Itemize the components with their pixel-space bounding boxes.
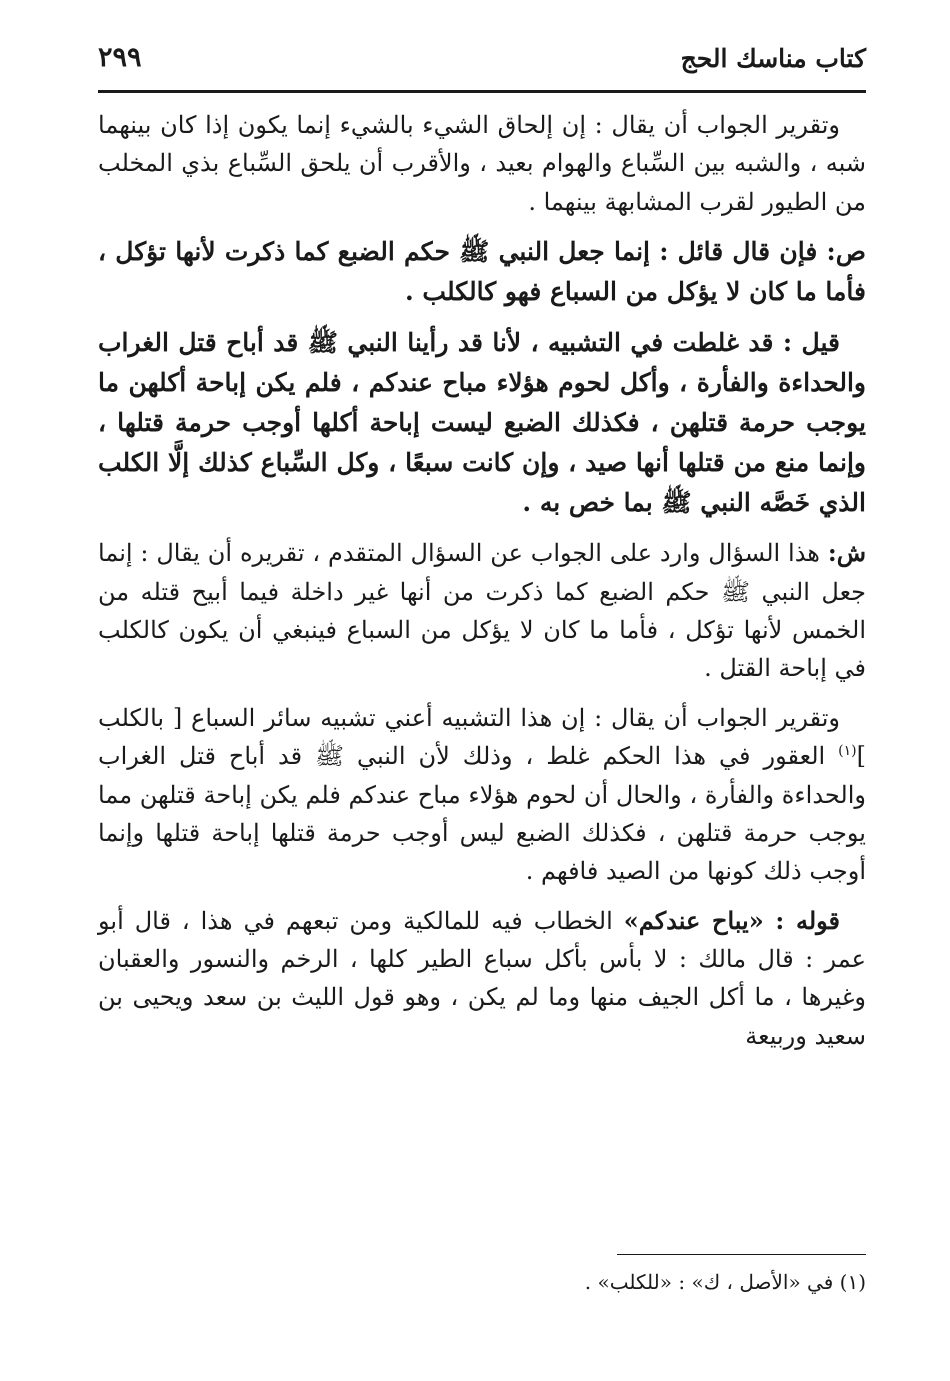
paragraph-1-text: وتقرير الجواب أن يقال : إن إلحاق الشيء بالشيء إنما يكون إذا كان بينهما شبه ، والشبه بين السِّباع والهوام بعيد ، والأقرب أن يلحق السِّباع بذي المخلب من الطيور لقرب المشابهة بينهما . (98, 111, 866, 216)
page-number: ٢٩٩ (98, 42, 142, 73)
paragraph-6-text: الخطاب فيه للمالكية ومن تبعهم في هذا ، قال أبو عمر : قال مالك : لا بأس بأكل سباع الطير كلها ، الرخم والنسور والعقبان وغيرها ، ما أكل الجيف منها وما لم يكن ، وهو قول الليث بن سعد ويحيى بن سعيد وربيعة (98, 906, 866, 1050)
paragraph-6 (98, 902, 866, 1056)
paragraph-3 (98, 323, 866, 523)
paragraph-1 (98, 106, 866, 221)
footnote: (١) في «الأصل ، ك» : «للكلب» . (584, 1270, 866, 1294)
paragraph-6-lead: قوله : «يباح عندكم» (623, 905, 841, 935)
page-body (98, 106, 866, 1066)
paragraph-2-text: فإن قال قائل : إنما جعل النبي ﷺ حكم الضبع كما ذكرت لأنها تؤكل ، فأما ما كان لا يؤكل من السباع فهو كالكلب . (98, 237, 866, 307)
paragraph-2-lead: ص: (826, 237, 866, 267)
paragraph-2 (98, 232, 866, 312)
paragraph-4-text: هذا السؤال وارد على الجواب عن السؤال المتقدم ، تقريره أن يقال : إنما جعل النبي ﷺ حكم الضبع كما ذكرت من أنها غير داخلة فيما أبيح قتله من الخمس لأنها تؤكل ، فأما ما كان لا يؤكل من السباع فينبغي أن يكون كالكلب في إباحة القتل . (98, 539, 867, 683)
paragraph-4-lead: ش: (827, 538, 866, 568)
paragraph-5-text-a: وتقرير الجواب أن يقال : إن هذا التشبيه أعني تشبيه سائر السباع [ بالكلب ] (98, 703, 867, 771)
paragraph-5-text-b: العقور في هذا الحكم غلط ، وذلك لأن النبي ﷺ قد أباح قتل الغراب والحداءة والفأرة ، والحال أن لحوم هؤلاء مباح عندكم فلم يكن إباحة قتلهن مما يوجب حرمة قتلهن ، فكذلك الضبع ليس أوجب حرمة قتلها إباحة قتلها وإنما أوجب ذلك كونها من الصيد فافهم . (98, 742, 866, 886)
paragraph-5 (98, 699, 866, 891)
paragraph-4 (98, 534, 866, 688)
book-title: كتاب مناسك الحج (680, 44, 866, 73)
page-header (98, 38, 866, 86)
footnote-reference[interactable]: (١) (838, 743, 857, 760)
header-rule (98, 90, 866, 93)
paragraph-3-text: قيل : قد غلطت في التشبيه ، لأنا قد رأينا النبي ﷺ قد أباح قتل الغراب والحداءة والفأرة ، وأكل لحوم هؤلاء مباح عندكم ، فلم يكن إباحة أكلهن ما يوجب حرمة قتلهن ، فكذلك الضبع ليست إباحة أكلها أوجب حرمة قتلها ، وإنما منع من قتلها أنها صيد ، وإن كانت سبعًا ، وكل السِّباع كذلك إلَّا الكلب الذي خَصَّه النبي ﷺ بما خص به . (98, 328, 866, 518)
footnote-rule (617, 1254, 866, 1255)
